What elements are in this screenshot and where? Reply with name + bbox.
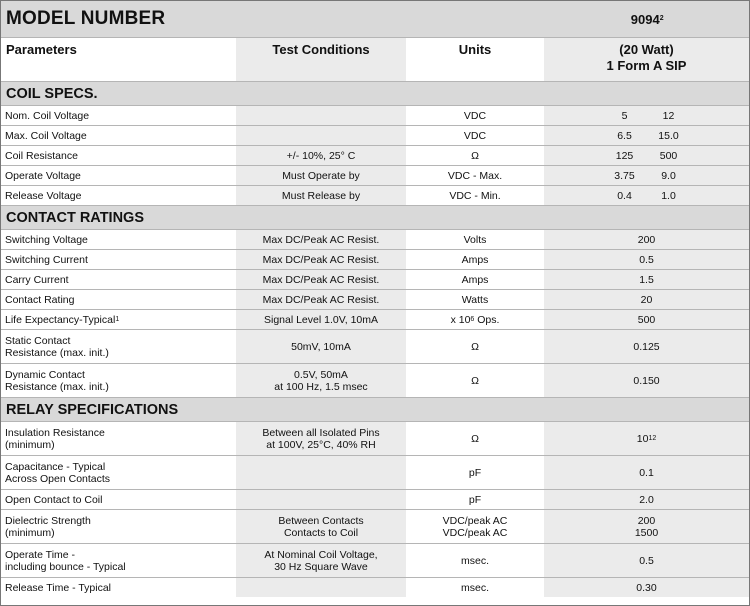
section-title: COIL SPECS.: [6, 85, 98, 102]
section-title: RELAY SPECIFICATIONS: [6, 401, 179, 418]
table-row: [1, 421, 749, 455]
value-pair: [614, 130, 680, 142]
condition-line: Between all Isolated Pins: [262, 426, 380, 439]
unit-cell: x 10 6 Ops.: [450, 313, 500, 326]
unit-cell: msec.: [460, 554, 489, 567]
table-row: [1, 185, 749, 205]
section-coil-specs: [1, 81, 749, 105]
unit-cell: VDC - Max.: [447, 169, 503, 182]
value-cell: 2.0: [544, 490, 749, 509]
condition-line: Contacts to Coil: [283, 526, 359, 539]
header-test-conditions: Test Conditions: [236, 38, 406, 81]
unit-cell: msec.: [460, 581, 489, 594]
param-line: Operate Time -: [5, 548, 76, 561]
condition-cell: +/- 10%, 25° C: [236, 146, 406, 165]
value-cell: 0.5: [544, 250, 749, 269]
condition-cell: Must Operate by: [236, 166, 406, 185]
unit-cell: Amps: [461, 273, 489, 286]
condition-line: at 100 Hz, 1.5 msec: [274, 380, 368, 393]
condition-line: At Nominal Coil Voltage,: [264, 548, 378, 561]
table-row: [1, 455, 749, 489]
param-cell: Release Voltage: [5, 189, 82, 202]
condition-line: Between Contacts: [278, 514, 364, 527]
param-line: Dielectric Strength: [5, 514, 91, 527]
model-number: 9094: [630, 11, 660, 27]
param-cell: Carry Current: [5, 273, 69, 286]
table-row: [1, 289, 749, 309]
unit-cell: pF: [468, 493, 482, 506]
table-row: [1, 577, 749, 597]
value-5v-coil: 0.4: [617, 189, 632, 202]
unit-cell: Volts: [463, 233, 487, 246]
condition-cell: [236, 490, 406, 509]
param-line: Across Open Contacts: [5, 472, 111, 485]
param-cell: Max. Coil Voltage: [5, 129, 87, 142]
section-relay-specifications: [1, 397, 749, 421]
value-cell: 0.125: [544, 330, 749, 363]
value-5v-coil: 3.75: [614, 169, 635, 182]
value-5v-coil: 5: [621, 109, 628, 122]
value-pair: [614, 150, 680, 162]
param-cell: [1, 510, 236, 543]
table-row: [1, 145, 749, 165]
param-cell: Switching Voltage: [5, 233, 88, 246]
unit-cell: Ω: [471, 432, 479, 445]
param-line: Resistance (max. init.): [5, 380, 109, 393]
value-cell: 0.150: [544, 364, 749, 397]
table-row: [1, 543, 749, 577]
condition-cell: Max DC/Peak AC Resist.: [236, 230, 406, 249]
table-row: [1, 509, 749, 543]
value-cell: 0.30: [544, 578, 749, 597]
table-row: [1, 229, 749, 249]
unit-cell: Ω: [471, 340, 479, 353]
header-parameters: Parameters: [6, 42, 77, 57]
value-pair: [614, 190, 680, 202]
condition-cell: [236, 106, 406, 125]
param-line: Dynamic Contact: [5, 368, 85, 381]
unit-line: VDC/peak AC: [442, 514, 508, 527]
unit-line: VDC/peak AC: [442, 526, 508, 539]
value-cell: 10 12: [544, 422, 749, 455]
unit-cell: VDC: [463, 129, 487, 142]
condition-cell: [236, 126, 406, 145]
param-cell: Switching Current: [5, 253, 88, 266]
param-line: Capacitance - Typical: [5, 460, 106, 473]
value-5v-coil: 6.5: [617, 129, 632, 142]
param-cell: Release Time - Typical: [5, 581, 112, 594]
value-text: 10: [636, 432, 649, 445]
table-row: [1, 125, 749, 145]
value-cell: [544, 146, 749, 165]
header-value: [544, 38, 749, 81]
param-line: (minimum): [5, 526, 55, 539]
value-5v-coil: 125: [615, 149, 634, 162]
condition-line: at 100V, 25°C, 40% RH: [266, 438, 376, 451]
value-12v-coil: 15.0: [658, 129, 679, 142]
param-cell: [1, 456, 236, 489]
param-line: including bounce - Typical: [5, 560, 126, 573]
unit-cell: Amps: [461, 253, 489, 266]
value-line: 200: [637, 514, 656, 527]
value-cell: 20: [544, 290, 749, 309]
model-number-row: [1, 1, 749, 37]
unit-cell: Ω: [471, 374, 479, 387]
unit-cell: VDC - Min.: [449, 189, 501, 202]
param-cell: Nom. Coil Voltage: [5, 109, 90, 122]
condition-cell: 50mV, 10mA: [236, 330, 406, 363]
param-cell: [1, 544, 236, 577]
condition-cell: Signal Level 1.0V, 10mA: [236, 310, 406, 329]
table-row: [1, 269, 749, 289]
header-value-line2: 1 Form A SIP: [606, 58, 687, 73]
condition-cell: [236, 422, 406, 455]
param-cell: Coil Resistance: [5, 149, 78, 162]
table-row: [1, 309, 749, 329]
param-cell: [1, 422, 236, 455]
unit-suffix: Ops.: [474, 313, 500, 326]
value-cell: 0.5: [544, 544, 749, 577]
condition-line: 0.5V, 50mA: [294, 368, 348, 381]
section-contact-ratings: [1, 205, 749, 229]
value-12v-coil: 9.0: [661, 169, 676, 182]
unit-cell: pF: [468, 466, 482, 479]
unit-text: x 10: [450, 313, 471, 326]
condition-cell: Max DC/Peak AC Resist.: [236, 250, 406, 269]
condition-cell: [236, 456, 406, 489]
condition-cell: Must Release by: [236, 186, 406, 205]
condition-cell: [236, 544, 406, 577]
value-12v-coil: 1.0: [661, 189, 676, 202]
column-header-row: [1, 37, 749, 81]
condition-cell: [236, 578, 406, 597]
value-pair: [614, 110, 680, 122]
value-cell: 1.5: [544, 270, 749, 289]
value-cell: [544, 186, 749, 205]
param-cell: Open Contact to Coil: [5, 493, 103, 506]
param-cell: Contact Rating: [5, 293, 75, 306]
condition-line: 30 Hz Square Wave: [274, 560, 368, 573]
unit-cell: Watts: [461, 293, 489, 306]
model-number-value: 9094 2: [630, 11, 664, 27]
param-line: Static Contact: [5, 334, 71, 347]
unit-cell: [406, 510, 544, 543]
value-cell: 200: [544, 230, 749, 249]
param-line: (minimum): [5, 438, 55, 451]
unit-cell: VDC: [463, 109, 487, 122]
condition-cell: [236, 364, 406, 397]
value-pair: [614, 170, 680, 182]
table-row: [1, 105, 749, 125]
value-cell: [544, 126, 749, 145]
value-cell: [544, 510, 749, 543]
table-row: [1, 329, 749, 363]
table-row: [1, 249, 749, 269]
table-row: [1, 165, 749, 185]
condition-cell: [236, 510, 406, 543]
value-cell: 500: [544, 310, 749, 329]
param-cell: [1, 330, 236, 363]
value-line: 1500: [634, 526, 659, 539]
condition-cell: Max DC/Peak AC Resist.: [236, 290, 406, 309]
value-cell: 0.1: [544, 456, 749, 489]
param-cell: Operate Voltage: [5, 169, 81, 182]
header-units: Units: [458, 42, 492, 57]
model-number-label: MODEL NUMBER: [6, 8, 166, 29]
param-text: Life Expectancy-Typical: [5, 313, 116, 326]
value-cell: [544, 166, 749, 185]
section-title: CONTACT RATINGS: [6, 209, 145, 226]
param-line: Resistance (max. init.): [5, 346, 109, 359]
value-12v-coil: 12: [662, 109, 675, 122]
value-12v-coil: 500: [659, 149, 678, 162]
value-cell: [544, 106, 749, 125]
condition-cell: Max DC/Peak AC Resist.: [236, 270, 406, 289]
unit-cell: Ω: [471, 149, 479, 162]
header-value-line1: (20 Watt): [619, 42, 674, 57]
param-line: Insulation Resistance: [5, 426, 105, 439]
table-row: [1, 489, 749, 509]
param-cell: [1, 364, 236, 397]
param-cell: Life Expectancy-Typical 1: [5, 313, 120, 326]
table-row: [1, 363, 749, 397]
